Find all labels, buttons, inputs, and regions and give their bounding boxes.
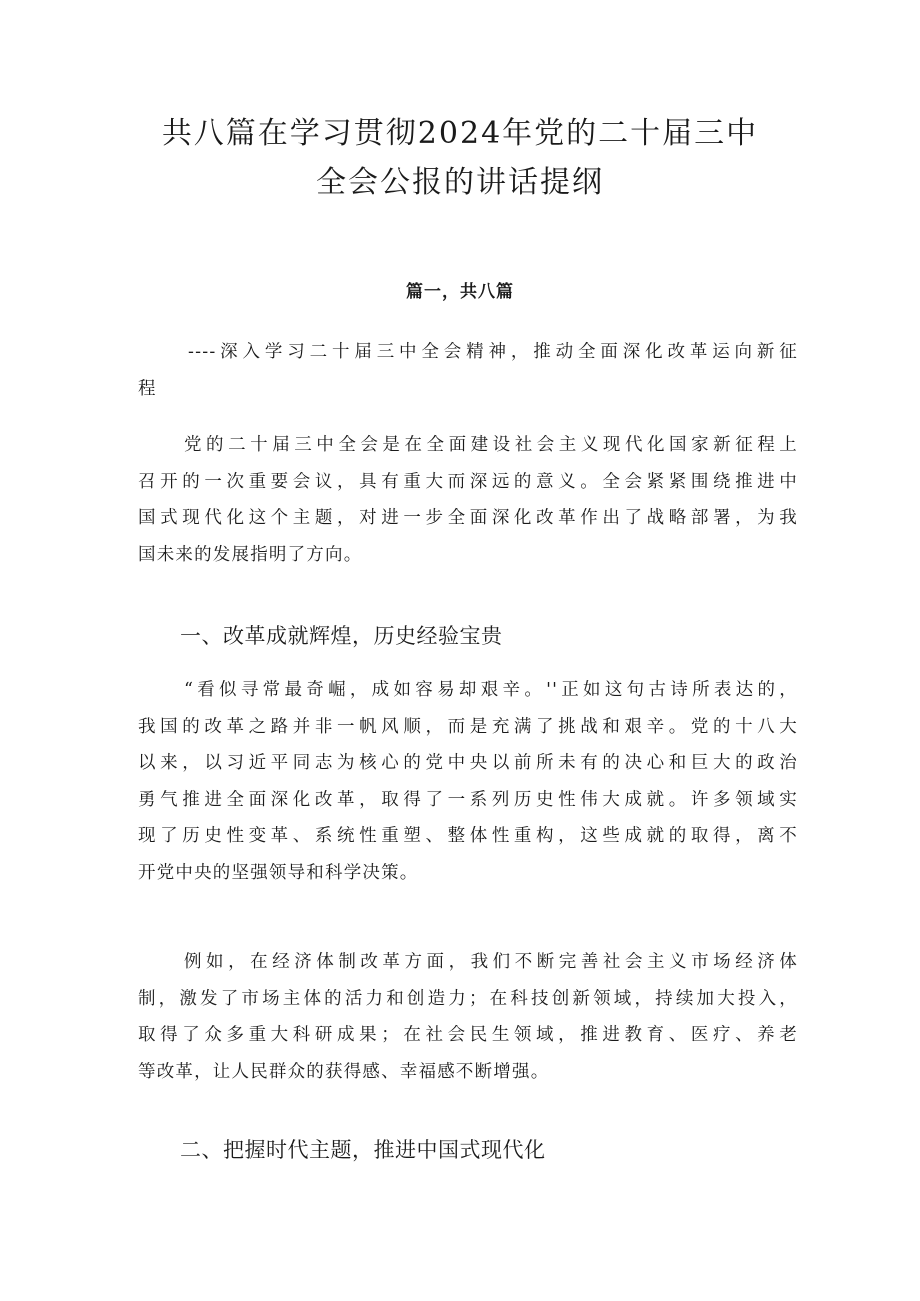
paragraph-line: 现了历史性变革、系统性重塑、整体性重构，这些成就的取得，离不 [138, 826, 798, 846]
paragraph-line: 例如，在经济体制改革方面，我们不断完善社会主义市场经济体 [184, 952, 798, 972]
paragraph-line: 制，激发了市场主体的活力和创造力；在科技创新领域，持续加大投入， [138, 988, 798, 1009]
subtitle-line: 程 [138, 378, 157, 399]
paragraph-line: 取得了众多重大科研成果；在社会民生领域，推进教育、医疗、养老 [138, 1025, 798, 1045]
intro-paragraph [138, 427, 798, 573]
paragraph-2 [138, 944, 798, 1090]
section-label: 篇一，共八篇 [406, 282, 514, 302]
document-title-line-1: 共八篇在学习贯彻2024年党的二十届三中 [161, 116, 759, 151]
subtitle [138, 334, 798, 407]
paragraph-line: 开党中央的坚强领导和科学决策。 [138, 862, 419, 883]
paragraph-line: 党的二十届三中全会是在全面建设社会主义现代化国家新征程上 [184, 435, 798, 455]
paragraph-line: 以来，以习近平同志为核心的党中央以前所未有的决心和巨大的政治 [138, 753, 798, 773]
paragraph-line: 等改革，让人民群众的获得感、幸福感不断增强。 [138, 1061, 550, 1082]
document-title-line-2: 全会公报的讲话提纲 [316, 165, 604, 200]
paragraph-line: 国未来的发展指明了方向。 [138, 544, 363, 565]
paragraph-line: 召开的一次重要会议，具有重大而深远的意义。全会紧紧围绕推进中 [138, 471, 798, 492]
section-heading-1: 一、改革成就辉煌，历史经验宝贵 [180, 624, 503, 648]
paragraph-line: “看似寻常最奇崛，成如容易却艰辛。''正如这句古诗所表达的， [184, 680, 798, 700]
paragraph-1 [138, 672, 798, 891]
section-heading-2: 二、把握时代主题，推进中国式现代化 [180, 1138, 546, 1162]
subtitle-line: ----深入学习二十届三中全会精神，推动全面深化改革运向新征 [188, 342, 798, 362]
paragraph-line: 我国的改革之路并非一帆风顺，而是充满了挑战和艰辛。党的十八大 [138, 716, 798, 737]
paragraph-line: 勇气推进全面深化改革，取得了一系列历史性伟大成就。许多领域实 [138, 789, 798, 810]
paragraph-line: 国式现代化这个主题，对进一步全面深化改革作出了战略部署，为我 [138, 508, 798, 528]
